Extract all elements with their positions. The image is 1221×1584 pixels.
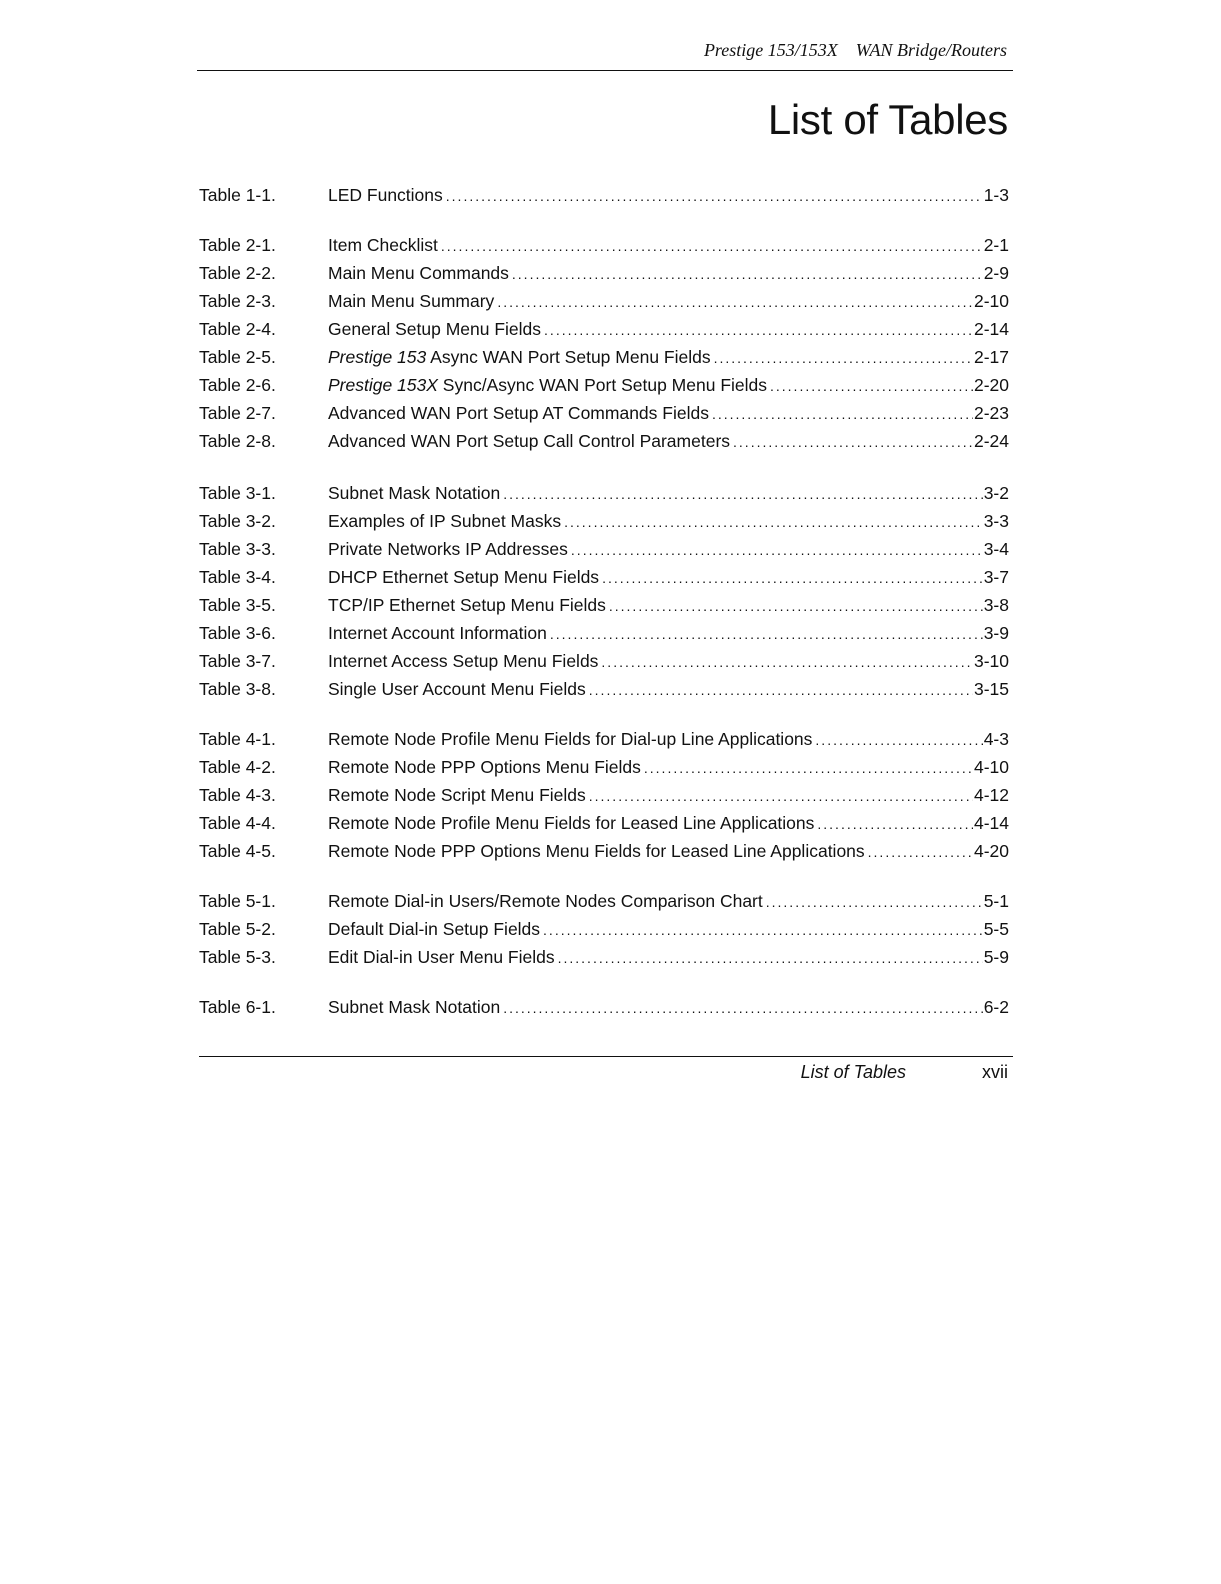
table-title [328,995,500,1019]
table-number: Table 5-2. [199,919,276,939]
table-title-text: Subnet Mask Notation [328,997,501,1017]
dot-leader [544,318,973,342]
toc-entry [199,233,1009,257]
toc-entry [199,945,1009,969]
toc-entry [199,509,1009,533]
table-title [328,373,767,397]
table-title-text: Internet Account Information [328,623,547,643]
table-number: Table 6-1. [199,997,276,1017]
page-number: 2-17 [973,347,1009,367]
table-title [328,317,541,341]
table-title-wrap [328,373,1009,398]
dot-leader [543,918,983,942]
dot-leader [609,594,983,618]
footer-page-number: xvii [982,1062,1008,1082]
table-title-wrap [328,345,1009,370]
table-title-text: Private Networks IP Addresses [328,539,568,559]
dot-leader [503,482,983,506]
toc-entry [199,345,1009,369]
table-title [328,401,709,425]
table-title [328,811,814,835]
dot-leader [550,622,983,646]
table-title-text: Advanced WAN Port Setup AT Commands Fields [328,403,709,423]
table-number: Table 4-3. [199,785,276,805]
table-number: Table 2-8. [199,431,276,451]
dot-leader [868,840,973,864]
table-title-wrap [328,839,1009,864]
page-number: 3-2 [983,483,1009,503]
table-title-product: Prestige 153X [328,375,438,395]
table-number: Table 2-3. [199,291,276,311]
table-title [328,481,500,505]
page-number: 2-23 [973,403,1009,423]
table-title-text: General Setup Menu Fields [328,319,542,339]
table-number: Table 3-2. [199,511,276,531]
toc-entry [199,995,1009,1019]
footer-label: List of Tables [800,1062,906,1082]
toc-entry [199,783,1009,807]
table-title [328,677,586,701]
page-number: 2-9 [983,263,1009,283]
table-title-text: Subnet Mask Notation [328,483,501,503]
table-number: Table 5-3. [199,947,276,967]
footer-rule [199,1056,1013,1057]
table-title [328,727,812,751]
dot-leader [817,812,973,836]
toc-entry [199,917,1009,941]
toc-entry [199,889,1009,913]
toc-entry [199,621,1009,645]
page-number: 2-24 [973,431,1009,451]
table-title-wrap [328,289,1009,314]
page-number: 2-14 [973,319,1009,339]
page-number: 4-20 [973,841,1009,861]
table-number: Table 2-7. [199,403,276,423]
table-title [328,565,599,589]
table-title-wrap [328,481,1009,506]
page-number: 3-3 [983,511,1009,531]
table-title-text: Sync/Async WAN Port Setup Menu Fields [437,375,767,395]
dot-leader [446,184,983,208]
table-number: Table 3-5. [199,595,276,615]
dot-leader [512,262,983,286]
page-number: 5-5 [983,919,1009,939]
page-number: 4-3 [983,729,1009,749]
table-title [328,537,568,561]
page-number: 3-10 [973,651,1009,671]
page-number: 4-14 [973,813,1009,833]
table-title-wrap [328,649,1009,674]
table-number: Table 2-5. [199,347,276,367]
table-number: Table 4-1. [199,729,276,749]
table-title [328,839,865,863]
dot-leader [441,234,983,258]
table-title-text: Async WAN Port Setup Menu Fields [426,347,711,367]
dot-leader [766,890,983,914]
toc-entry [199,565,1009,589]
table-title [328,917,540,941]
table-title-text: Item Checklist [328,235,438,255]
dot-leader [589,678,973,702]
page-number: 5-9 [983,947,1009,967]
toc-entry [199,429,1009,453]
dot-leader [815,728,982,752]
table-title [328,509,561,533]
table-title-text: Default Dial-in Setup Fields [328,919,541,939]
table-title-text: Remote Dial-in Users/Remote Nodes Comparison Chart [328,891,763,911]
running-header [704,40,1007,61]
table-title-text: Main Menu Commands [328,263,509,283]
header-product: Prestige 153/153X [703,40,838,60]
dot-leader [712,402,973,426]
table-number: Table 2-1. [199,235,276,255]
table-title-wrap [328,537,1009,562]
table-title-wrap [328,401,1009,426]
dot-leader [644,756,973,780]
page-number: 5-1 [983,891,1009,911]
table-title-text: Internet Access Setup Menu Fields [328,651,599,671]
table-title-text: Advanced WAN Port Setup Call Control Parameters [328,431,731,451]
table-title-wrap [328,261,1009,286]
table-title-wrap [328,755,1009,780]
table-number: Table 3-1. [199,483,276,503]
table-number: Table 3-7. [199,651,276,671]
table-title-text: TCP/IP Ethernet Setup Menu Fields [328,595,606,615]
toc-entry [199,537,1009,561]
page-number: 6-2 [983,997,1009,1017]
toc-entry [199,289,1009,313]
table-title [328,345,711,369]
table-number: Table 2-6. [199,375,276,395]
toc-entry [199,811,1009,835]
table-title [328,945,555,969]
table-title [328,783,586,807]
table-number: Table 3-3. [199,539,276,559]
table-title-text: Remote Node Profile Menu Fields for Leased Line Applications [328,813,815,833]
toc-entry [199,755,1009,779]
page-number: 2-1 [983,235,1009,255]
page-number: 3-4 [983,539,1009,559]
header-rule [197,70,1013,71]
table-title-wrap [328,317,1009,342]
table-title-wrap [328,783,1009,808]
toc-entry [199,677,1009,701]
page-number: 4-10 [973,757,1009,777]
table-title-wrap [328,727,1009,752]
toc-entry [199,839,1009,863]
table-title [328,593,606,617]
header-subtitle: WAN Bridge/Routers [855,40,1007,60]
table-number: Table 3-8. [199,679,276,699]
table-title-wrap [328,233,1009,258]
table-number: Table 2-4. [199,319,276,339]
table-title-wrap [328,889,1009,914]
page-number: 3-9 [983,623,1009,643]
table-title-wrap [328,945,1009,970]
table-title [328,233,438,257]
dot-leader [558,946,983,970]
toc-entry [199,727,1009,751]
table-number: Table 3-4. [199,567,276,587]
table-title [328,429,730,453]
table-title-text: Edit Dial-in User Menu Fields [328,947,555,967]
table-title-wrap [328,917,1009,942]
table-title [328,889,763,913]
toc-entry [199,317,1009,341]
table-number: Table 4-2. [199,757,276,777]
table-title-text: Remote Node Script Menu Fields [328,785,586,805]
table-title-wrap [328,183,1009,208]
table-number: Table 2-2. [199,263,276,283]
table-title-wrap [328,429,1009,454]
table-title [328,621,547,645]
page-number: 3-7 [983,567,1009,587]
dot-leader [571,538,983,562]
toc-entry [199,261,1009,285]
dot-leader [589,784,973,808]
toc-entry [199,593,1009,617]
table-title-text: DHCP Ethernet Setup Menu Fields [328,567,600,587]
table-title-text: Main Menu Summary [328,291,495,311]
table-title-wrap [328,621,1009,646]
table-title-text: Remote Node PPP Options Menu Fields for Leased Line Applications [328,841,865,861]
page-title: List of Tables [767,96,1008,143]
table-title-text: Remote Node Profile Menu Fields for Dial-up Line Applications [328,729,813,749]
page-number: 1-3 [983,185,1009,205]
table-number: Table 5-1. [199,891,276,911]
table-title-text: Single User Account Menu Fields [328,679,586,699]
dot-leader [714,346,973,370]
table-title [328,183,443,207]
table-number: Table 1-1. [199,185,276,205]
table-number: Table 4-5. [199,841,276,861]
table-title-text: LED Functions [328,185,443,205]
toc-entry [199,183,1009,207]
dot-leader [497,290,973,314]
table-number: Table 3-6. [199,623,276,643]
table-title-product: Prestige 153 [328,347,427,367]
page-number: 2-10 [973,291,1009,311]
table-title [328,289,494,313]
table-title-wrap [328,995,1009,1020]
dot-leader [503,996,983,1020]
table-title-wrap [328,565,1009,590]
table-title-wrap [328,677,1009,702]
dot-leader [770,374,973,398]
dot-leader [564,510,983,534]
table-number: Table 4-4. [199,813,276,833]
page-number: 3-15 [973,679,1009,699]
toc-entry [199,481,1009,505]
table-title-text: Examples of IP Subnet Masks [328,511,562,531]
table-title-wrap [328,593,1009,618]
toc-entry [199,401,1009,425]
page-number: 4-12 [973,785,1009,805]
table-title [328,261,509,285]
page-number: 3-8 [983,595,1009,615]
table-title-wrap [328,509,1009,534]
dot-leader [601,650,973,674]
table-title-wrap [328,811,1009,836]
toc-entry [199,373,1009,397]
toc-entry [199,649,1009,673]
dot-leader [602,566,983,590]
page-number: 2-20 [973,375,1009,395]
table-title-text: Remote Node PPP Options Menu Fields [328,757,641,777]
dot-leader [733,430,973,454]
table-title [328,755,641,779]
table-title [328,649,598,673]
